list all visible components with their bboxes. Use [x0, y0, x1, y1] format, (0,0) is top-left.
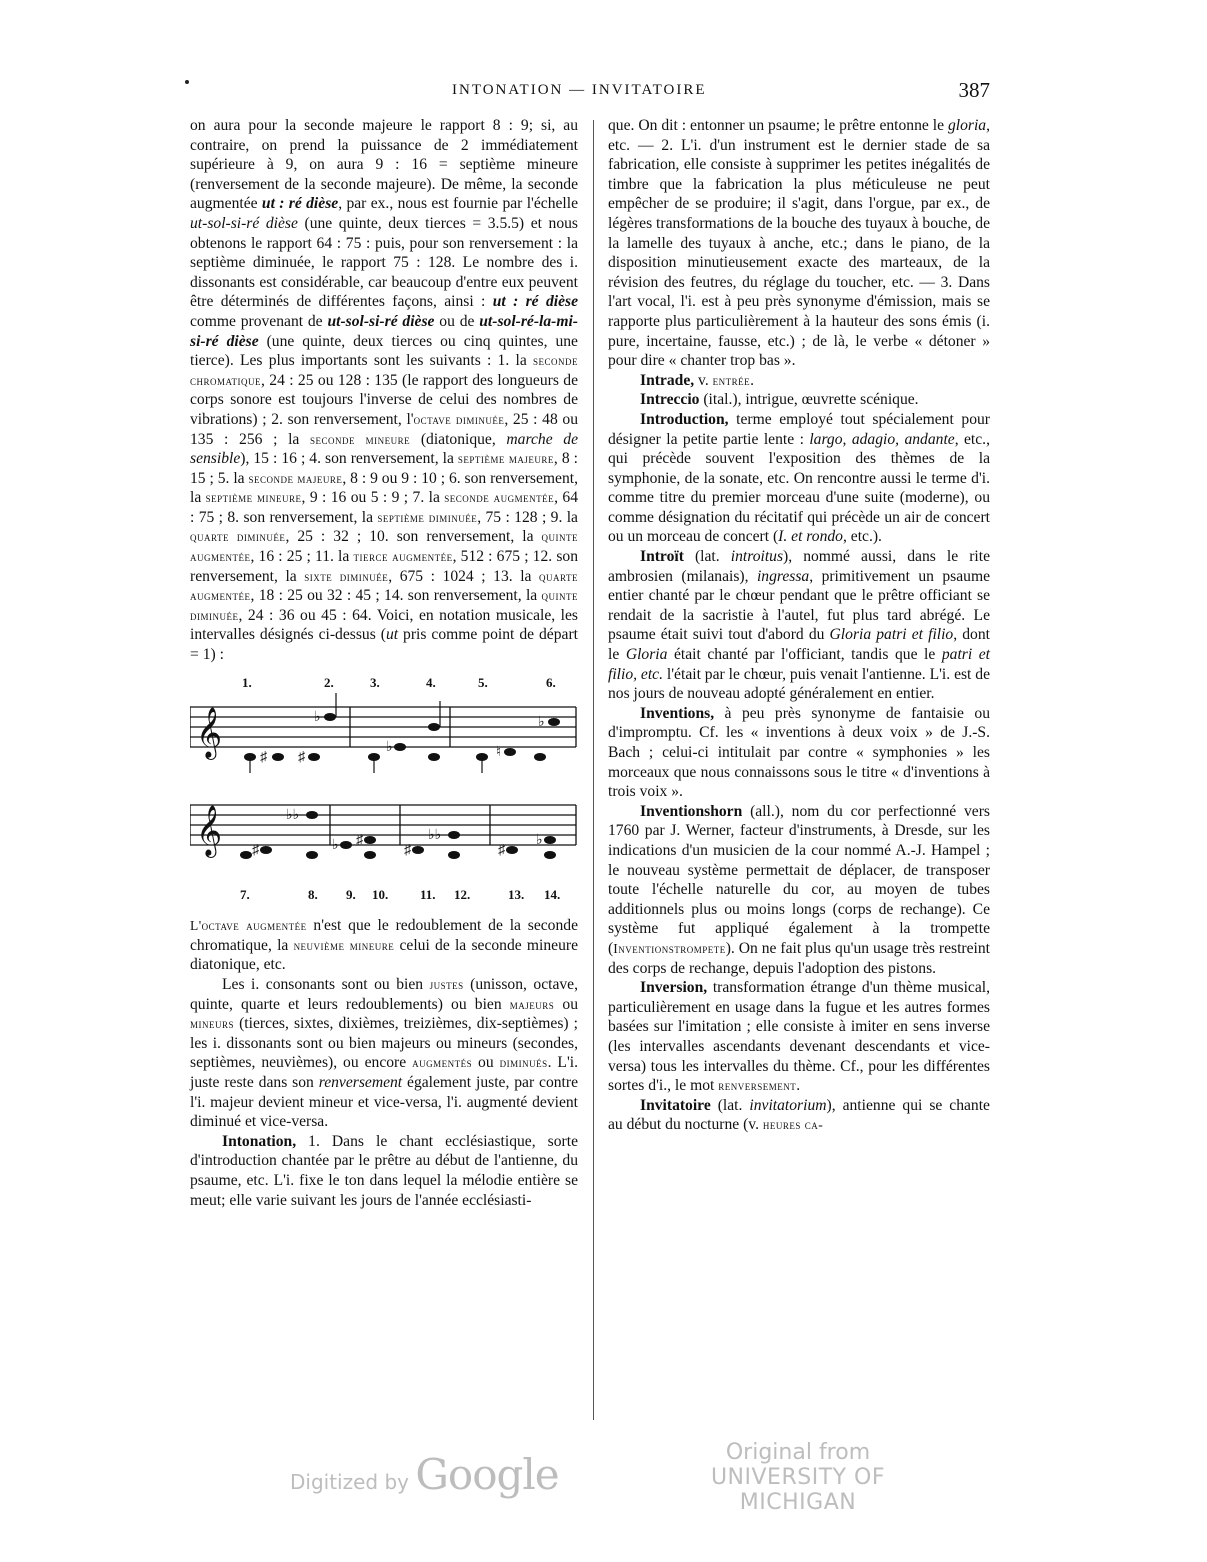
column-divider: [593, 120, 594, 1420]
entry-intreccio: Intreccio (ital.), intrigue, œuvrette scénique.: [640, 391, 919, 409]
entry-invitatoire: Invitatoire (lat. invitatorium), antienne qui se chante au début du nocturne (v. heures ca-: [608, 1096, 990, 1134]
interval-label: 3.: [370, 674, 380, 690]
music-notation-figure: [190, 673, 578, 905]
interval-label: 1.: [242, 674, 252, 690]
entry-headword: Introduction,: [640, 410, 729, 428]
paragraph-intervals: on aura pour la seconde majeure le rapport 8 : 9; si, au contraire, on prend la puissance de 2 immédiatement supérieure à 9, on aura 9 : 16 = septième mineure (renversement de la seconde majeure). De même, la seconde augmentée ut : ré dièse, par ex., nous est fournie par l'échelle ut-sol-si-ré dièse (une quinte, deux tierces = 3.5.5) et nous obtenons le rapport 64 : 75 : puis, pour son renversement : la septième diminuée, le rapport 75 : 128. Le nombre des i. dissonants est considérable, car beaucoup d'entre eux peuvent être déterminés de différentes façons, ainsi : ut : ré dièse comme provenant de ut-sol-si-ré dièse ou de ut-sol-ré-la-mi-si-ré dièse (une quinte, deux tierces ou cinq quintes, une tierce). Les plus importants sont les suivants : 1. la seconde chromatique, 24 : 25 ou 128 : 135 (le rapport des longueurs de corps sonore est toujours l'inverse de celui des nombres de vibrations) ; 2. son renversement, l'octave diminuée, 25 : 48 ou 135 : 256 ; la seconde mineure (diatonique, marche de sensible), 15 : 16 ; 4. son renversement, la septième majeure, 8 : 15 ; 5. la seconde majeure, 8 : 9 ou 9 : 10 ; 6. son renversement, la septième mineure, 9 : 16 ou 5 : 9 ; 7. la seconde augmentée, 64 : 75 ; 8. son renversement, la septième diminuée, 75 : 128 ; 9. la quarte diminuée, 25 : 32 ; 10. son renversement, la quinte augmentée, 16 : 25 ; 11. la tierce augmentée, 512 : 675 ; 12. son renversement, la sixte diminuée, 675 : 1024 ; 13. la quarte augmentée, 18 : 25 ou 32 : 45 ; 14. son renversement, la quinte diminuée, 24 : 36 ou 45 : 64. Voici, en notation musicale, les intervalles désignés ci-dessus (ut pris comme point de départ = 1) :: [190, 117, 579, 664]
notes-staff-1: [244, 693, 560, 773]
entry-headword: Intrade,: [640, 371, 695, 389]
notes-staff-2: [240, 808, 556, 859]
entry-intonation-continued: que. On dit : entonner un psaume; le prêtre entonne le gloria, etc. — 2. L'i. d'un instrument est le dernier stade de sa fabrication, elle consiste à supprimer les petites inégalités de timbre que la fabrication la plus méticuleuse ne peut empêcher de se produire; il s'agit, dans l'orgue, par ex., de légères transformations de la bouche des tuyaux à bouche, de la lamelle des tuyaux à anche, etc.; dans le piano, de la disposition minutieusement exacte des marteaux, de la révision des feutres, du réglage du toucher, etc. — 3. Dans l'art vocal, l'i. est à peu près synonyme d'émission, mais se rapporte plus particulièrement à la hauteur des sons émis (i. pure, incertaine, fausse, etc.) ; de là, le verbe « détoner » pour dire « chanter trop bas ».: [608, 117, 990, 370]
svg-text:♮: ♮: [496, 744, 502, 760]
interval-label: 14.: [544, 886, 561, 902]
digitized-by-google: Digitized by Google: [290, 1450, 559, 1499]
interval-label: 9.: [346, 886, 356, 902]
svg-text:♯: ♯: [298, 749, 305, 765]
svg-text:♭♭: ♭♭: [286, 807, 300, 823]
interval-label: 7.: [240, 886, 250, 902]
left-column: [190, 116, 578, 1210]
interval-label: 4.: [426, 674, 436, 690]
entry-headword: Introït: [640, 548, 684, 566]
original-source: Original from UNIVERSITY OF MICHIGAN: [710, 1440, 886, 1515]
entry-inventions: Inventions, à peu près synonyme de fantaisie ou d'impromptu. Cf. les « inventions à deux voix » de J.-S. Bach ; celui-ci intitulait par contre « symphonies » les morceaux que nous connaissons sous le titre « d'inventions à trois voix ».: [608, 704, 990, 801]
entry-inventionshorn: Inventionshorn (all.), nom du cor perfectionné vers 1760 par J. Werner, facteur d'instruments, à Dresde, sur les indications d'un musicien de la cour nommé A.-J. Hampel ; le nouveau système permettait de déplacer, de transposer toute l'échelle naturelle du cor, au moyen de tubes additionnels plus ou moins longs (corps de rechange). Ce système fut appliqué également à la trompette (Inventionstrompete). On ne fait plus qu'un usage très restreint des corps de rechange, depuis l'adoption des pistons.: [608, 802, 990, 977]
entry-introduction: Introduction, terme employé tout spécialement pour désigner la petite partie lente : largo, adagio, andante, etc., qui précède souvent l'exposition des thèmes de la symphonie, de la sonate, etc. On rencontre aussi le terme d'i. comme titre du premier morceau d'une suite (moderne), ou comme désignation du récitatif qui précède un air de concert ou un morceau de concert (I. et rondo, etc.).: [608, 410, 990, 546]
google-logo: Google: [415, 1450, 559, 1499]
svg-text:♯: ♯: [356, 832, 363, 848]
svg-text:♭: ♭: [332, 837, 339, 853]
svg-text:♭♭: ♭♭: [428, 827, 442, 843]
entry-headword: Intreccio: [640, 391, 700, 409]
running-title: INTONATION — INVITATOIRE: [452, 82, 707, 98]
entry-intonation: Intonation, 1. Dans le chant ecclésiastique, sorte d'introduction chantée par le prêtre au début de l'antienne, du psaume, etc. L'i. fixe le ton dans lequel la mélodie entière se meut; elle varie suivant les jours de l'année ecclésiasti-: [190, 1132, 578, 1209]
interval-label: 13.: [508, 886, 525, 902]
staff-1: [190, 707, 576, 747]
digitization-footer: [0, 1440, 1207, 1515]
svg-text:♯: ♯: [252, 842, 259, 858]
page-number: 387: [958, 78, 990, 102]
entry-introit: Introït (lat. introitus), nommé aussi, dans le rite ambrosien (milanais), ingressa, primitivement un psaume entier chanté par le chœur pendant que le prêtre officiant se rendait de la sacristie à l'autel, fut plus tard abrégé. Le psaume était suivi tout d'abord du Gloria patri et filio, dont le Gloria était chanté par l'officiant, tandis que le patri et filio, etc. l'était par le chœur, puis venait l'antienne. L'i. est de nos jours de nouveau adopté généralement en entier.: [608, 548, 991, 703]
interval-label: 5.: [478, 674, 488, 690]
entry-inversion: Inversion, transformation étrange d'un thème musical, particulièrement en usage dans la fugue et les autres formes basées sur l'imitation ; elle consiste à imiter en sens inverse (les intervalles ascendants devenant descendants et vice-versa) tous les intervalles du thème. Cf., pour les différentes sortes d'i., le mot renversement.: [608, 979, 990, 1095]
entry-headword: Invitatoire: [640, 1096, 711, 1114]
svg-text:♯: ♯: [404, 842, 411, 858]
svg-text:♭: ♭: [538, 714, 545, 730]
interval-label: 8.: [308, 886, 318, 902]
interval-label: 2.: [324, 674, 334, 690]
svg-text:♯: ♯: [260, 749, 267, 765]
entry-headword: Intonation,: [222, 1132, 297, 1150]
page-header: [190, 80, 990, 108]
svg-text:♭: ♭: [314, 709, 321, 725]
svg-text:♭: ♭: [386, 739, 393, 755]
entry-intrade: Intrade, v. entrée.: [640, 371, 755, 389]
interval-label: 11.: [420, 886, 436, 902]
paragraph-consonants: Les i. consonants sont ou bien justes (unisson, octave, quinte, quarte et leurs redoublements) ou bien majeurs ou mineurs (tierces, sixtes, dixièmes, treizièmes, dix-septièmes) ; les i. dissonants sont ou bien majeurs ou mineurs (secondes, septièmes, neuvièmes), ou encore augmentés ou diminués. L'i. juste reste dans son renversement également juste, par contre l'i. majeur devient mineur et vice-versa, l'i. augmenté devient diminué et vice-versa.: [190, 976, 579, 1131]
interval-label: 10.: [372, 886, 389, 902]
entry-headword: Inventionshorn: [640, 802, 743, 820]
svg-text:𝄞: 𝄞: [196, 804, 223, 856]
entry-headword: Inversion,: [640, 979, 708, 997]
svg-text:♭: ♭: [536, 832, 543, 848]
interval-label: 12.: [454, 886, 471, 902]
svg-text:♯: ♯: [498, 842, 505, 858]
treble-clef-icon: 𝄞: [196, 706, 223, 758]
interval-label: 6.: [546, 674, 556, 690]
right-column: [608, 116, 990, 1135]
entry-headword: Inventions,: [640, 704, 715, 722]
stray-mark: [185, 80, 189, 84]
paragraph-octave: L'octave augmentée n'est que le redoublement de la seconde chromatique, la neuvième mineure celui de la seconde mineure diatonique, etc.: [190, 917, 578, 974]
staff-2: [190, 805, 576, 845]
